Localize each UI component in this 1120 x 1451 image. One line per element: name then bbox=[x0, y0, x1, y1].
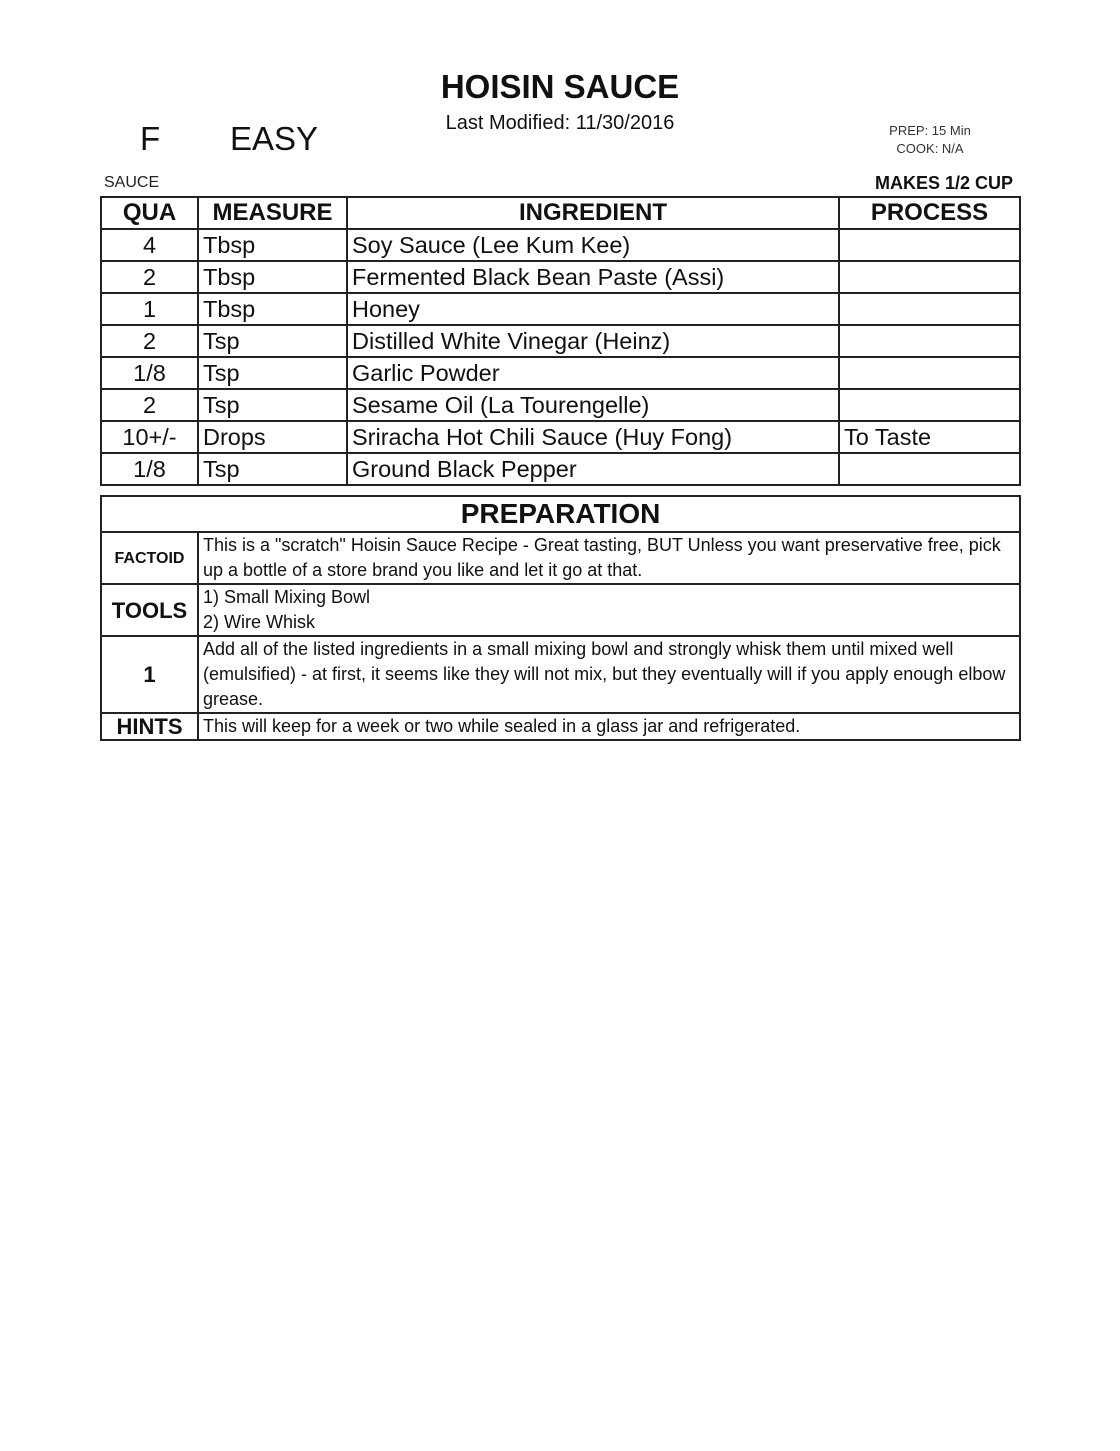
qua-cell: 10+/- bbox=[101, 421, 198, 453]
list-item: 2) Wire Whisk bbox=[203, 612, 315, 632]
measure-cell: Tsp bbox=[198, 325, 347, 357]
table-row bbox=[101, 421, 1020, 453]
header-qua: QUA bbox=[101, 197, 198, 229]
table-row bbox=[101, 357, 1020, 389]
process-cell bbox=[839, 453, 1020, 485]
header-process: PROCESS bbox=[839, 197, 1020, 229]
time-block bbox=[880, 122, 980, 158]
ingredient-cell: Distilled White Vinegar (Heinz) bbox=[347, 325, 839, 357]
tools-row bbox=[101, 584, 1020, 636]
table-row bbox=[101, 389, 1020, 421]
preparation-table bbox=[100, 495, 1021, 741]
process-cell bbox=[839, 293, 1020, 325]
ingredients-table bbox=[100, 196, 1021, 486]
qua-cell: 2 bbox=[101, 261, 198, 293]
table-row bbox=[101, 453, 1020, 485]
qua-cell: 4 bbox=[101, 229, 198, 261]
process-cell bbox=[839, 357, 1020, 389]
recipe-category: SAUCE bbox=[104, 174, 160, 191]
process-cell: To Taste bbox=[839, 421, 1020, 453]
ingredient-cell: Ground Black Pepper bbox=[347, 453, 839, 485]
process-cell bbox=[839, 389, 1020, 421]
qua-cell: 1/8 bbox=[101, 453, 198, 485]
cook-time: COOK: N/A bbox=[896, 141, 964, 156]
recipe-title: HOISIN SAUCE bbox=[440, 68, 680, 105]
qua-cell: 1/8 bbox=[101, 357, 198, 389]
header-measure: MEASURE bbox=[198, 197, 347, 229]
recipe-grade: F bbox=[140, 120, 161, 157]
ingredient-cell: Soy Sauce (Lee Kum Kee) bbox=[347, 229, 839, 261]
ingredient-cell: Fermented Black Bean Paste (Assi) bbox=[347, 261, 839, 293]
measure-cell: Drops bbox=[198, 421, 347, 453]
process-cell bbox=[839, 229, 1020, 261]
measure-cell: Tbsp bbox=[198, 261, 347, 293]
preparation-heading: PREPARATION bbox=[101, 496, 1020, 532]
ingredient-cell: Garlic Powder bbox=[347, 357, 839, 389]
recipe-difficulty: EASY bbox=[230, 120, 319, 157]
measure-cell: Tsp bbox=[198, 389, 347, 421]
hints-label: HINTS bbox=[101, 713, 198, 740]
step-number: 1 bbox=[101, 636, 198, 713]
measure-cell: Tbsp bbox=[198, 229, 347, 261]
tools-list bbox=[198, 584, 1020, 636]
factoid-text: This is a "scratch" Hoisin Sauce Recipe - Great tasting, BUT Unless you want preservative free, pick up a bottle of a store brand you like and let it go at that. bbox=[198, 532, 1020, 584]
list-item: 1) Small Mixing Bowl bbox=[203, 587, 371, 607]
step-row bbox=[101, 636, 1020, 713]
measure-cell: Tsp bbox=[198, 357, 347, 389]
tools-label: TOOLS bbox=[101, 584, 198, 636]
prep-time: PREP: 15 Min bbox=[889, 123, 971, 138]
table-row bbox=[101, 229, 1020, 261]
ingredient-cell: Sriracha Hot Chili Sauce (Huy Fong) bbox=[347, 421, 839, 453]
header-ingredient: INGREDIENT bbox=[347, 197, 839, 229]
measure-cell: Tsp bbox=[198, 453, 347, 485]
factoid-row bbox=[101, 532, 1020, 584]
measure-cell: Tbsp bbox=[198, 293, 347, 325]
factoid-label: FACTOID bbox=[101, 532, 198, 584]
table-row bbox=[101, 325, 1020, 357]
ingredients-header-row bbox=[101, 197, 1020, 229]
qua-cell: 2 bbox=[101, 325, 198, 357]
hints-row bbox=[101, 713, 1020, 740]
qua-cell: 1 bbox=[101, 293, 198, 325]
qua-cell: 2 bbox=[101, 389, 198, 421]
step-text: Add all of the listed ingredients in a small mixing bowl and strongly whisk them until mixed well (emulsified) - at first, it seems like they will not mix, but they eventually will if you apply enough elbow grease. bbox=[198, 636, 1020, 713]
ingredient-cell: Sesame Oil (La Tourengelle) bbox=[347, 389, 839, 421]
table-row bbox=[101, 261, 1020, 293]
preparation-heading-row bbox=[101, 496, 1020, 532]
ingredient-cell: Honey bbox=[347, 293, 839, 325]
hints-text: This will keep for a week or two while sealed in a glass jar and refrigerated. bbox=[198, 713, 1020, 740]
recipe-yield: MAKES 1/2 CUP bbox=[874, 173, 1013, 193]
last-modified: Last Modified: 11/30/2016 bbox=[445, 112, 675, 134]
process-cell bbox=[839, 325, 1020, 357]
process-cell bbox=[839, 261, 1020, 293]
table-row bbox=[101, 293, 1020, 325]
